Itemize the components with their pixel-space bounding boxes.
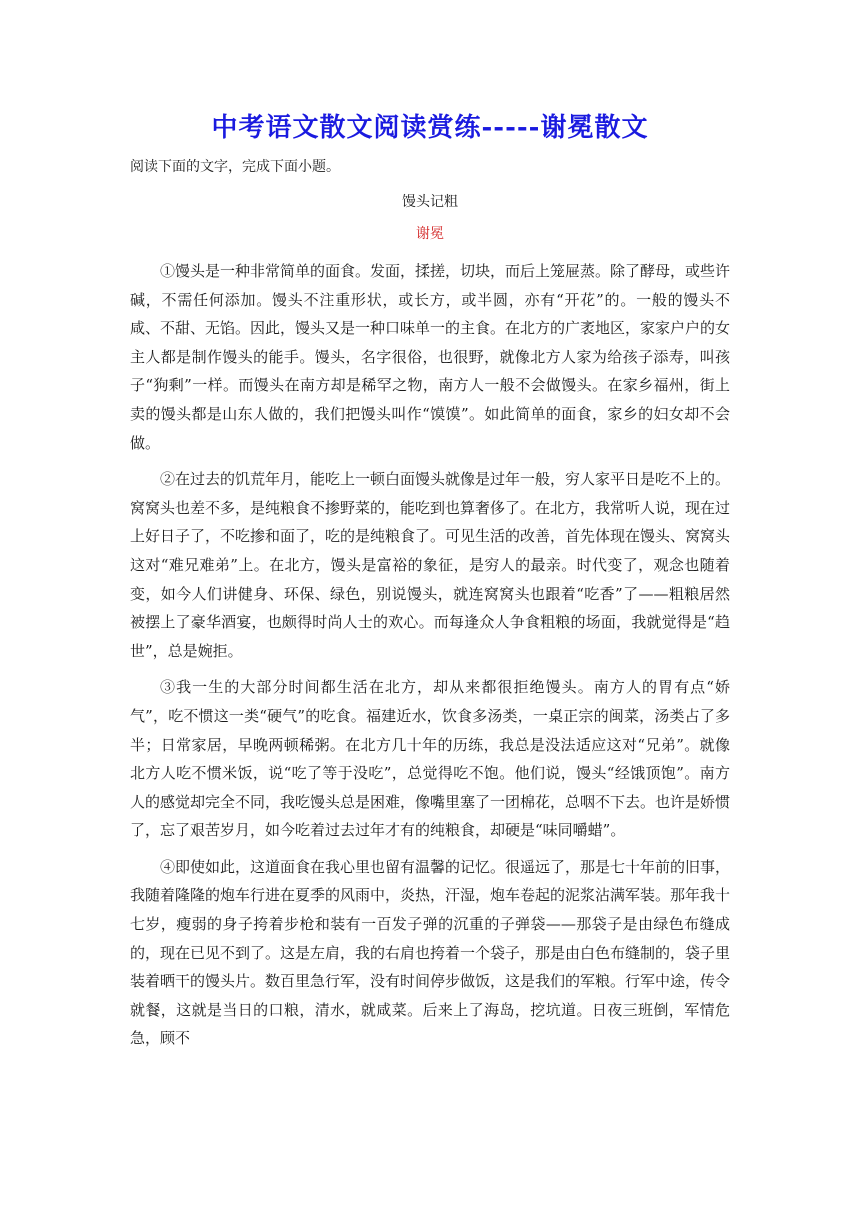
main-title: 中考语文散文阅读赏练-----谢冕散文 xyxy=(211,113,649,143)
paragraph-3: ③我一生的大部分时间都生活在北方，却从来都很拒绝馒头。南方人的胃有点“娇气”，吃不惯这一类“硬气”的吃食。福建近水，饮食多汤类，一桌正宗的闽菜，汤类占了多半；日常家居，早晚两顿稀粥。在北方几十年的历练，我总是没法适应这对“兄弟”。就像北方人吃不惯米饭，说“吃了等于没吃”，总觉得吃不饱。他们说，馒头“经饿顶饱”。南方人的感觉却完全不同，我吃馒头总是困难，像嘴里塞了一团棉花，总咽不下去。也许是娇惯了，忘了艰苦岁月，如今吃着过去过年才有的纯粮食，却硬是“味同嚼蜡”。 xyxy=(130,678,731,840)
author-name: 谢冕 xyxy=(416,226,444,242)
article-title: 馒头记粗 xyxy=(402,194,458,210)
paragraph-1: ①馒头是一种非常简单的面食。发面，揉搓，切块，而后上笼屉蒸。除了酵母，或些许碱，不需任何添加。馒头不注重形状，或长方，或半圆，亦有“开花”的。一般的馒头不咸、不甜、无馅。因此，馒头又是一种口味单一的主食。在北方的广袤地区，家家户户的女主人都是制作馒头的能手。馒头，名字很俗，也很野，就像北方人家为给孩子添寿，叫孩子“狗剩”一样。而馒头在南方却是稀罕之物，南方人一般不会做馒头。在家乡福州，街上卖的馒头都是山东人做的，我们把馒头叫作“馍馍”。如此简单的面食，家乡的妇女却不会做。 xyxy=(130,262,731,452)
article-body xyxy=(130,257,730,1061)
instruction-text: 阅读下面的文字，完成下面小题。 xyxy=(130,159,340,175)
paragraph-4: ④即使如此，这道面食在我心里也留有温馨的记忆。很遥远了，那是七十年前的旧事，我随着隆隆的炮车行进在夏季的风雨中，炎热，汗湿，炮车卷起的泥浆沾满军装。那年我十七岁，瘦弱的身子挎着步枪和装有一百发子弹的沉重的子弹袋——那袋子是由绿色布缝成的，现在已见不到了。这是左肩，我的右肩也挎着一个袋子，那是由白色布缝制的，袋子里装着晒干的馒头片。数百里急行军，没有时间停步做饭，这是我们的军粮。行军中途，传令就餐，这就是当日的口粮，清水，就咸菜。后来上了海岛，挖坑道。日夜三班倒，军情危急，顾不 xyxy=(130,857,731,1048)
paragraph-2: ②在过去的饥荒年月，能吃上一顿白面馒头就像是过年一般，穷人家平日是吃不上的。窝窝头也差不多，是纯粮食不掺野菜的，能吃到也算奢侈了。在北方，我常听人说，现在过上好日子了，不吃掺和面了，吃的是纯粮食了。可见生活的改善，首先体现在馒头、窝窝头这对“难兄难弟”上。在北方，馒头是富裕的象征，是穷人的最亲。时代变了，观念也随着变，如今人们讲健身、环保、绿色，别说馒头，就连窝窝头也跟着“吃香”了——粗粮居然被摆上了豪华酒宴，也颇得时尚人士的欢心。而每逢众人争食粗粮的场面，我就觉得是“趋世”，总是婉拒。 xyxy=(130,470,731,660)
